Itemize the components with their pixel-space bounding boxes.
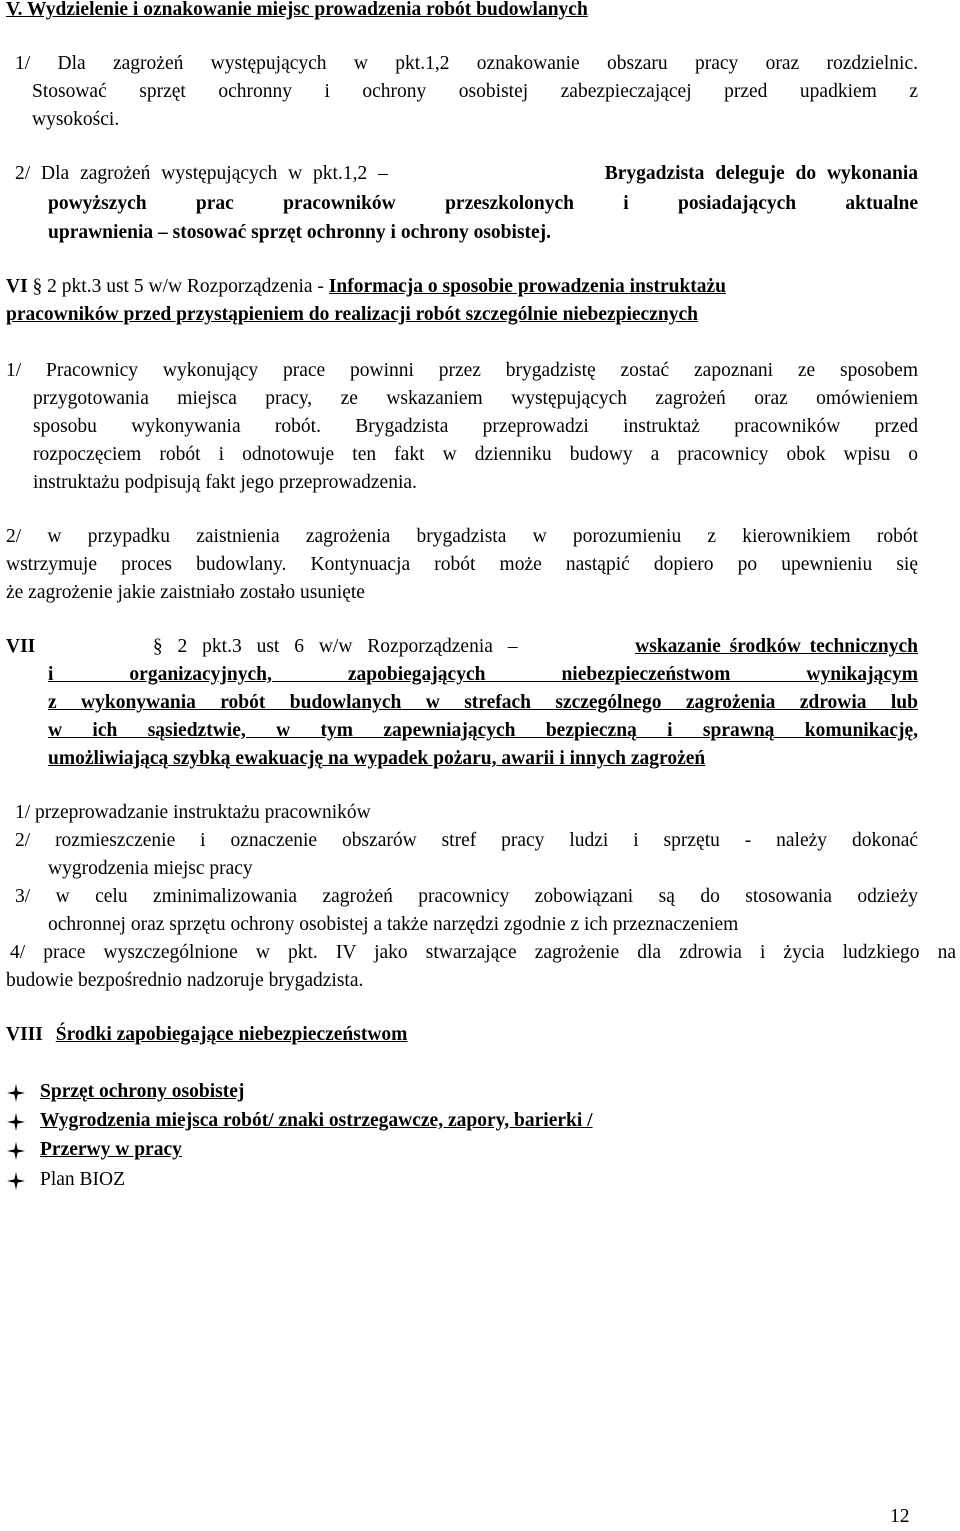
section-vii-number: VII xyxy=(6,636,36,657)
sec7-item2-line2: wygrodzenia miejsc pracy xyxy=(48,858,253,879)
page-number: 12 xyxy=(890,1506,910,1527)
section-viii-heading xyxy=(6,1021,407,1049)
section-vi-title-line1: Informacja o sposobie prowadzenia instruktażu xyxy=(328,276,727,297)
sec7-item3-line2: ochronnej oraz sprzętu ochrony osobistej a także narzędzi zgodnie z ich przeznaczeniem xyxy=(48,914,739,935)
section-vii-title-line4: w ich sąsiedztwie, w tym zapewniających bezpieczną i sprawną komunikację, xyxy=(48,720,918,741)
section-vii-heading xyxy=(6,633,918,661)
section-vii-title-line5: umożliwiającą szybką ewakuację na wypadek pożaru, awarii i innych zagrożeń xyxy=(48,748,706,769)
sec5-para1-line2: Stosować sprzęt ochronny i ochrony osobistej zabezpieczającej przed upadkiem z xyxy=(32,81,918,102)
sec6-para2-line1: 2/ w przypadku zaistnienia zagrożenia brygadzista w porozumieniu z kierownikiem robót xyxy=(6,526,918,547)
sec6-para1-line3: sposobu wykonywania robót. Brygadzista przeprowadzi instruktaż pracowników przed xyxy=(33,416,918,437)
sec5-para2-line3: uprawnienia – stosować sprzęt ochronny i ochrony osobistej. xyxy=(48,222,552,243)
sec8-item-2: Wygrodzenia miejsca robót/ znaki ostrzegawcze, zapory, barierki / xyxy=(40,1110,593,1131)
sec7-item1: 1/ przeprowadzanie instruktażu pracowników xyxy=(15,802,371,823)
sec6-para1-line1: 1/ Pracownicy wykonujący prace powinni przez brygadzistę zostać zapoznani ze sposobem xyxy=(6,360,918,381)
sec6-para1-line2: przygotowania miejsca pracy, ze wskazaniem występujących zagrożeń oraz omówieniem xyxy=(33,388,918,409)
sec7-item3-line1: 3/ w celu zminimalizowania zagrożeń pracownicy zobowiązani są do stosowania odzieży xyxy=(15,886,918,907)
sec5-para2-bold: Brygadzista deleguje do wykonania xyxy=(604,163,918,184)
sec5-para1-line3: wysokości. xyxy=(32,109,120,130)
diamond-cross-bullet-icon xyxy=(7,1172,25,1190)
sec7-item4-line2: budowie bezpośrednio nadzoruje brygadzista. xyxy=(6,970,364,991)
section-vi-number: VI xyxy=(6,276,28,297)
section-viii-title: Środki zapobiegające niebezpieczeństwom xyxy=(55,1024,408,1045)
sec8-item-1: Sprzęt ochrony osobistej xyxy=(40,1081,245,1102)
section-viii-number: VIII xyxy=(6,1024,43,1045)
sec6-para1-line5: instruktażu podpisują fakt jego przeprowadzenia. xyxy=(33,472,417,493)
section-vi-reference: § 2 pkt.3 ust 5 w/w Rozporządzenia - xyxy=(32,276,324,297)
section-vi-heading xyxy=(6,273,906,301)
sec5-para2-line1 xyxy=(15,160,918,188)
sec8-item-4: Plan BIOZ xyxy=(40,1169,126,1190)
sec5-para2-line2: powyższych prac pracowników przeszkolonych i posiadających aktualne xyxy=(48,193,918,214)
sec7-item4-line1: 4/ prace wyszczególnione w pkt. IV jako stwarzające zagrożenie dla zdrowia i życia ludzkiego na xyxy=(10,942,956,963)
diamond-cross-bullet-icon xyxy=(7,1084,25,1102)
sec6-para1-line4: rozpoczęciem robót i odnotowuje ten fakt w dzienniku budowy a pracownicy obok wpisu o xyxy=(33,444,918,465)
section-vii-reference: § 2 pkt.3 ust 6 w/w Rozporządzenia – xyxy=(152,636,518,657)
sec6-para2-line3: że zagrożenie jakie zaistniało zostało usunięte xyxy=(6,582,365,603)
diamond-cross-bullet-icon xyxy=(7,1113,25,1131)
sec5-para2-prefix: 2/ Dla zagrożeń występujących w pkt.1,2 – xyxy=(15,163,388,184)
section-v-title: V. Wydzielenie i oznakowanie miejsc prowadzenia robót budowlanych xyxy=(6,0,588,20)
sec5-para1-line1: 1/ Dla zagrożeń występujących w pkt.1,2 oznakowanie obszaru pracy oraz rozdzielnic. xyxy=(15,53,918,74)
section-vi-title-line2: pracowników przed przystąpieniem do realizacji robót szczególnie niebezpiecznych xyxy=(6,304,698,325)
section-vii-title-line3: z wykonywania robót budowlanych w strefach szczególnego zagrożenia zdrowia lub xyxy=(48,692,918,713)
section-vii-title-line1: wskazanie środków technicznych xyxy=(635,636,918,657)
diamond-cross-bullet-icon xyxy=(7,1142,25,1160)
sec6-para2-line2: wstrzymuje proces budowlany. Kontynuacja robót może nastąpić dopiero po upewnieniu się xyxy=(6,554,918,575)
sec8-item-3: Przerwy w pracy xyxy=(40,1139,182,1160)
sec7-item2-line1: 2/ rozmieszczenie i oznaczenie obszarów stref pracy ludzi i sprzętu - należy dokonać xyxy=(15,830,918,851)
section-vii-title-line2: i organizacyjnych, zapobiegających niebezpieczeństwom wynikającym xyxy=(48,664,918,685)
